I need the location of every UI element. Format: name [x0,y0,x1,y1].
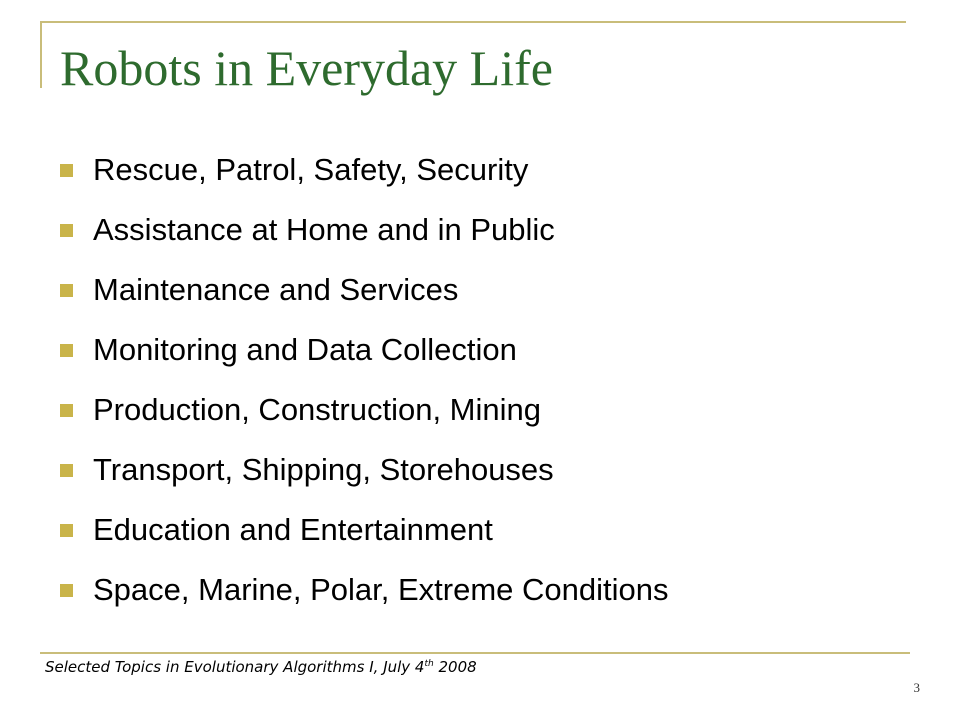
bullet-text: Space, Marine, Polar, Extreme Conditions [93,572,669,607]
square-bullet-icon [60,224,73,237]
footer-year: 2008 [433,658,477,676]
frame-top-rule [40,21,906,23]
bullet-item [60,260,669,320]
slide-title: Robots in Everyday Life [60,40,553,96]
bullet-item [60,200,669,260]
square-bullet-icon [60,524,73,537]
bullet-text: Assistance at Home and in Public [93,212,555,247]
footer-caption [45,658,477,676]
bullet-item [60,380,669,440]
footer-superscript: th [424,659,434,669]
bullet-text: Education and Entertainment [93,512,493,547]
bullet-text: Transport, Shipping, Storehouses [93,452,554,487]
bullet-text: Maintenance and Services [93,272,459,307]
page-number: 3 [913,680,920,695]
bullet-item [60,140,669,200]
bullet-text: Rescue, Patrol, Safety, Security [93,152,529,187]
square-bullet-icon [60,344,73,357]
frame-left-rule [40,21,42,88]
bullet-item [60,440,669,500]
square-bullet-icon [60,584,73,597]
bullet-item [60,320,669,380]
bullet-item [60,500,669,560]
footer-text: Selected Topics in Evolutionary Algorithms I, July 4 [45,658,425,676]
square-bullet-icon [60,464,73,477]
bullet-text: Monitoring and Data Collection [93,332,517,367]
square-bullet-icon [60,284,73,297]
square-bullet-icon [60,164,73,177]
frame-bottom-rule [40,652,910,654]
square-bullet-icon [60,404,73,417]
bullet-list [60,140,669,620]
bullet-item [60,560,669,620]
bullet-text: Production, Construction, Mining [93,392,542,427]
